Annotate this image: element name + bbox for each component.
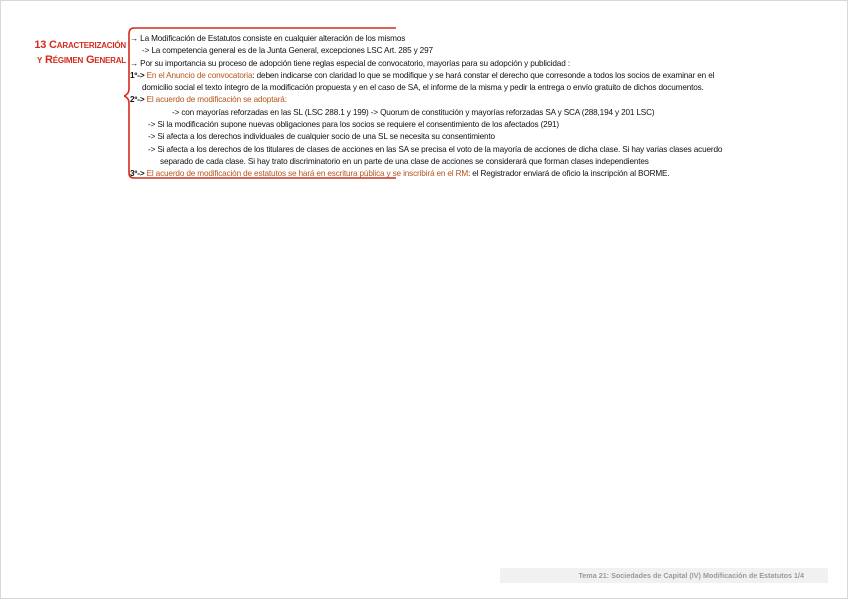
section-title-line1 — [18, 38, 126, 53]
importance-text: Por su importancia su proceso de adopción tiene reglas especial de convocatorio, mayorías para su adopción y publicidad : — [140, 58, 570, 68]
section-title-text-1: Caracterización — [49, 39, 126, 51]
point-1-highlight: En el Anuncio de convocatoria — [146, 70, 253, 80]
point-1-continuation: domicilio social el texto íntegro de la modificación propuesta y en el caso de SA, el informe de la misma y pedir la entrega o envío gratuito de dichos documentos. — [142, 83, 704, 93]
line-competence: -> La competencia general es de la Junta General, excepciones LSC Art. 285 y 297 — [142, 46, 433, 56]
point-1-text: : deben indicarse con claridad lo que se modifique y se hará constar el derecho que corresonde a todos los socios de examinar en el — [252, 70, 715, 80]
definition-text: La Modificación de Estatutos consiste en cualquier alteración de los mismos — [140, 34, 406, 43]
point-2-number: 2º-> — [130, 95, 145, 105]
line-definition — [130, 33, 830, 45]
footer-text: Tema 21: Sociedades de Capital (IV) Modificación de Estatutos 1/4 — [578, 571, 804, 580]
section-title-line2: y Régimen General — [37, 54, 126, 66]
point-2 — [130, 94, 830, 106]
point-3 — [130, 168, 830, 180]
arrow-right-icon: → — [130, 34, 139, 43]
section-number: 13 — [34, 39, 47, 51]
point-1 — [130, 70, 830, 82]
content-block — [130, 33, 830, 181]
point-2-individual-rights: -> Si afecta a los derechos individuales de cualquier socio de una SL se necesita su consentimiento — [148, 132, 495, 142]
point-2-share-classes: -> Si afecta a los derechos de los titulares de clases de acciones en las SA se precisa el voto de la mayoría de acciones de dicha clase. Si hay varias clases acuerdo — [148, 144, 723, 154]
line-importance — [130, 58, 830, 70]
point-2-obligations: -> Si la modificación supone nuevas obligaciones para los socios se requiere el consentimiento de los afectados (291) — [148, 120, 559, 130]
point-1-number: 1º-> — [130, 70, 145, 80]
point-3-number: 3º-> — [130, 169, 145, 179]
section-title — [18, 38, 126, 68]
arrow-right-icon: → — [130, 58, 139, 68]
point-2-share-classes-continuation: separado de cada clase. Si hay trato discriminatorio en un parte de una clase de acciones se considerará que forman clases independientes — [160, 156, 649, 166]
point-2-highlight: El acuerdo de modificación se adoptará: — [146, 95, 287, 105]
point-3-text: : el Registrador enviará de oficio la inscripción al BORME. — [468, 169, 670, 179]
point-2-majorities: -> con mayorías reforzadas en las SL (LSC 288.1 y 199) -> Quorum de constitución y mayorías reforzadas SA y SCA (288,194 y 201 LSC) — [172, 107, 655, 117]
point-3-highlight: El acuerdo de modificación de estatutos se hará en escritura pública y se inscribirá en el RM — [146, 169, 469, 179]
